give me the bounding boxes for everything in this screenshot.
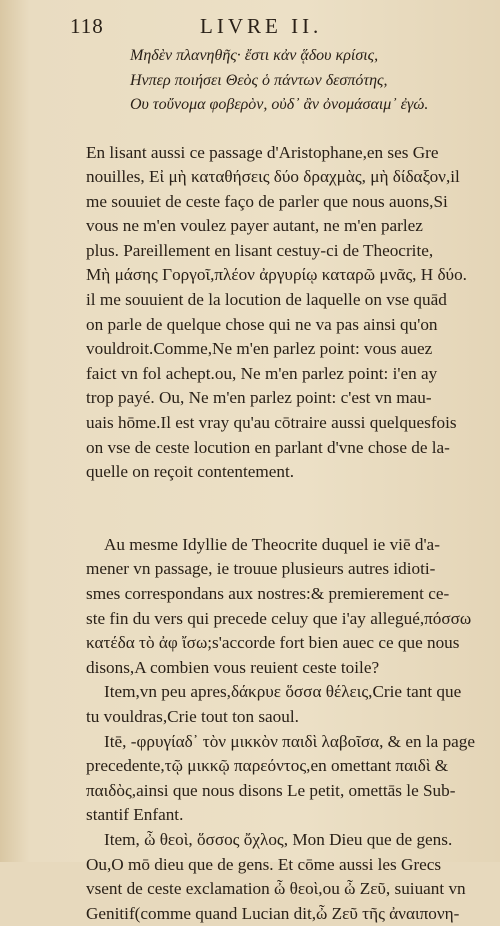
text-line: παιδὸς,ainsi que nous disons Le petit, omettās le Sub-	[86, 780, 456, 800]
paragraph-item-page	[86, 730, 490, 828]
verse-line: Μηδὲν πλανηθῆς· ἔστι κἀν ᾅδου κρίσις,	[130, 47, 379, 64]
text-line: Ou,O mō dieu que de gens. Et cōme aussi les Grecs	[86, 854, 442, 874]
verse-line: Ου τοὔνομα φοβερὸν, οὐδ᾽ ἂν ὀνομάσαιμ᾽ ἐγώ.	[130, 96, 429, 113]
text-line: mener vn passage, ie trouue plusieurs autres idioti-	[86, 559, 436, 579]
greek-verse-quote	[86, 44, 490, 118]
text-line: κατέδα τὸ ἀφ ἴσω;s'accorde fort bien auec ce que nous	[86, 633, 460, 653]
text-line: vsent de ceste exclamation ὦ θεοὶ,ou ὦ Ζεῦ, suiuant vn	[86, 879, 466, 899]
text-line: Μὴ μάσης Γοργοῖ,πλέον ἀργυρίῳ καταρῶ μνᾶς, Η δύο.	[86, 265, 467, 285]
text-line: vous ne m'en voulez payer autant, ne m'en parlez	[86, 216, 423, 236]
text-line: Item, ὦ θεοὶ, ὅσσος ὄχλος, Mon Dieu que de gens.	[104, 829, 453, 849]
text-line: precedente,τῷ μικκῷ παρεόντος,en omettant παιδὶ &	[86, 756, 449, 776]
paragraph-item-apres	[86, 680, 490, 729]
text-line: quelle on reçoit contentement.	[86, 462, 295, 482]
text-line: En lisant aussi ce passage d'Aristophane,en ses Gre	[86, 142, 439, 162]
text-line: vouldroit.Comme,Ne m'en parlez point: vous auez	[86, 339, 433, 359]
text-line: on vse de ceste locution en parlant d'vne chose de la-	[86, 437, 450, 457]
text-line: disons,A combien vous reuient ceste toile?	[86, 657, 380, 677]
text-line: stantif Enfant.	[86, 805, 184, 825]
page-header	[70, 14, 430, 42]
text-line: me souuiet de ceste faço de parler que nous auons,Si	[86, 191, 448, 211]
text-line: nouilles, Εἰ μὴ καταθήσεις δύο δραχμὰς, μὴ δίδαξον,il	[86, 167, 460, 187]
text-line: Au mesme Idyllie de Theocrite duquel ie viē d'a-	[104, 534, 440, 554]
text-line: Itē, -φρυγίαδ᾽ τὸν μικκὸν παιδὶ λαβοῖσα, & en la page	[104, 731, 476, 751]
text-line: plus. Pareillement en lisant cestuy-ci de Theocrite,	[86, 240, 434, 260]
paragraph-aristophane	[86, 141, 490, 485]
text-line: ste fin du vers qui precede celuy que i'ay allegué,πόσσω	[86, 608, 472, 628]
text-line: Item,vn peu apres,δάκρυε ὅσσα θέλεις,Crie tant que	[104, 682, 462, 702]
page-number: 118	[70, 14, 104, 38]
text-line: faict vn fol achept.ou, Ne m'en parlez point: i'en ay	[86, 363, 438, 383]
text-line: il me souuient de la locution de laquelle on vse quād	[86, 290, 447, 310]
text-line: tu vouldras,Crie tout ton saoul.	[86, 706, 299, 726]
running-title: LIVRE II.	[200, 14, 323, 38]
text-line: on parle de quelque chose qui ne va pas ainsi qu'on	[86, 314, 438, 334]
page-body	[86, 44, 490, 926]
text-line: uais hōme.Il est vray qu'au cōtraire aussi quelquesfois	[86, 413, 457, 433]
verse-line: Ηνπερ ποιήσει Θεὸς ὁ πάντων δεσπότης,	[130, 71, 388, 89]
text-line: smes correspondans aux nostres:& premierement ce-	[86, 584, 450, 603]
paragraph-idyllie	[86, 533, 490, 681]
paragraph-item-dieu	[86, 828, 490, 926]
text-line: trop payé. Ou, Ne m'en parlez point: c'est vn mau-	[86, 388, 432, 408]
text-line: Genitif(comme quand Lucian dit,ὦ Ζεῦ τῆς ἀναιπονη-	[86, 903, 460, 923]
